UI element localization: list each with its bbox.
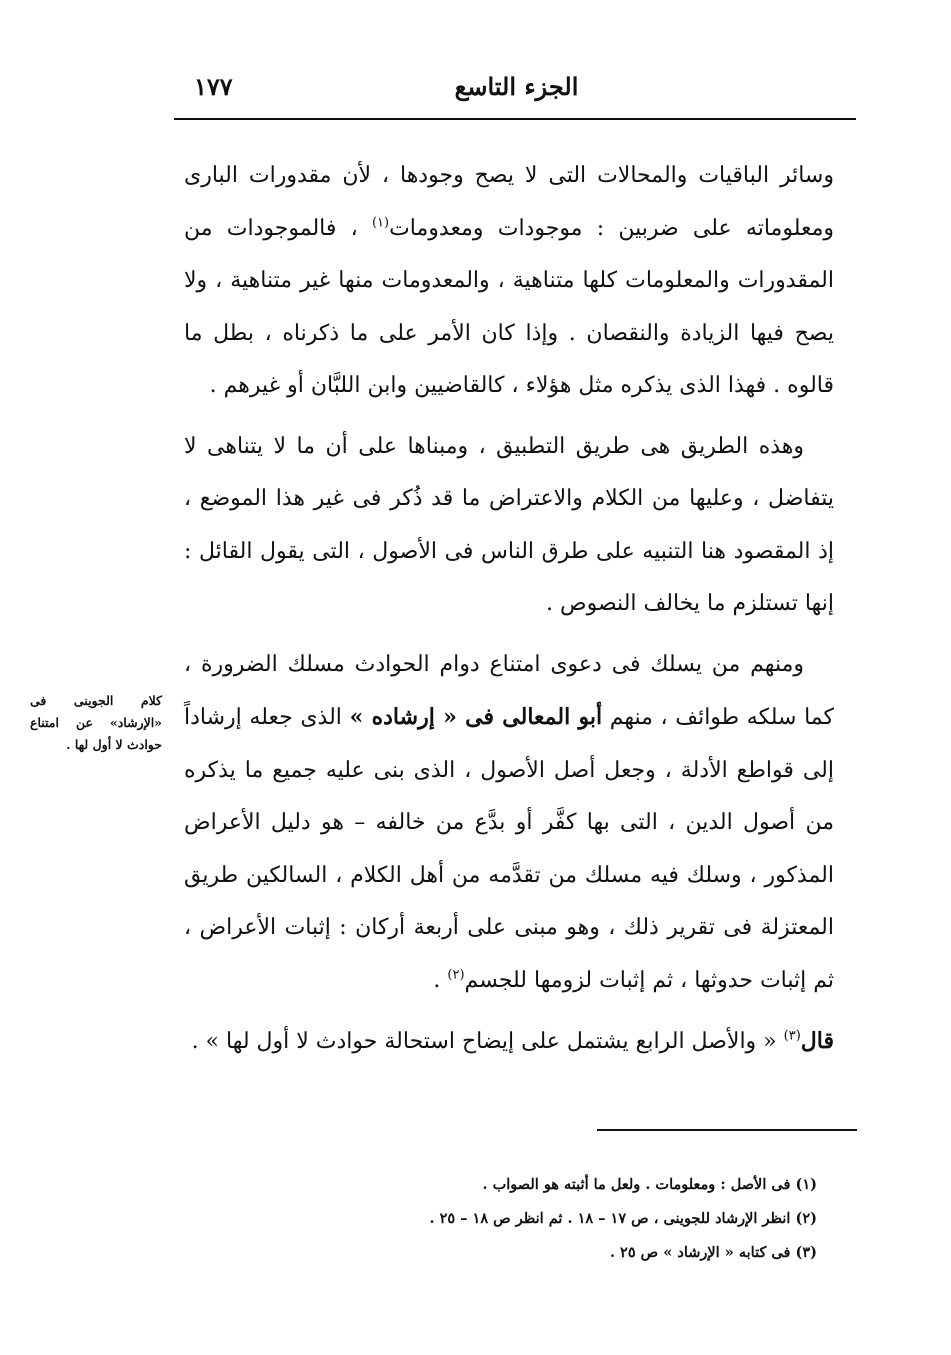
footnote-ref-1: (١) — [371, 215, 390, 231]
paragraph-4-quote: « والأصل الرابع يشتمل على إيضاح استحالة حوادث لا أول لها » . — [191, 1029, 784, 1054]
paragraph-1-text-a: وسائر الباقيات والمحالات التى لا يصح وجودها ، لأن مقدورات البارى ومعلوماته على ضربين : موجودات ومعدومات — [184, 163, 834, 241]
footnotes — [250, 1168, 817, 1270]
paragraph-3 — [184, 639, 834, 1008]
paragraph-4 — [184, 1015, 834, 1069]
footnote-3: (٣) فى كتابه « الإرشاد » ص ٢٥ . — [609, 1244, 817, 1261]
footnote-2: (٢) انظر الإرشاد للجوينى ، ص ١٧ – ١٨ . ثم انظر ص ١٨ – ٢٥ . — [429, 1210, 817, 1227]
margin-note: كلام الجوينى فى «الإرشاد» عن امتناع حوادث لا أول لها . — [30, 693, 162, 752]
header-rule — [174, 118, 856, 120]
paragraph-2: وهذه الطريق هى طريق التطبيق ، ومبناها على أن ما لا يتناهى لا يتفاضل ، وعليها من الكلام والاعتراض ما قد ذُكر فى غير هذا الموضع ، إذ المقصود هنا التنبيه على طرق الناس فى الأصول ، التى يقول القائل : إنها تستلزم ما يخالف النصوص . — [184, 433, 834, 616]
footnote-1: (١) فى الأصل : ومعلومات . ولعل ما أثبته هو الصواب . — [482, 1176, 817, 1193]
main-text — [184, 150, 834, 1069]
paragraph-1 — [184, 150, 834, 413]
footnote-ref-2: (٢) — [447, 967, 465, 983]
page-header — [178, 66, 855, 114]
page-title: الجزء التاسع — [454, 72, 579, 101]
paragraph-1-text-b: ، فالموجودات من المقدورات والمعلومات كلها متناهية ، والمعدومات منها غير متناهية ، ولا يصح فيها الزيادة والنقصان . وإذا كان الأمر على ما ذكرناه ، بطل ما قالوه . فهذا الذى يذكره مثل هؤلاء ، كالقاضيين وابن اللبَّان أو غيرهم . — [184, 215, 834, 398]
cited-author-name: أبو المعالى فى « إرشاده » — [349, 704, 603, 730]
paragraph-3-text-a: ومنهم من يسلك فى دعوى امتناع دوام الحوادث مسلك الضرورة ، كما سلكه طوائف ، منهم — [184, 651, 834, 730]
footnote-rule — [597, 1129, 857, 1131]
paragraph-3-text-b: الذى جعله إرشاداً إلى قواطع الأدلة ، وجعل أصل الأصول ، الذى بنى عليه جميع ما يذكره من أصول الدين ، التى بها كفَّر أو بدَّع من خالفه – هو دليل الأعراض المذكور ، وسلك فيه مسلك من تقدَّمه من أهل الكلام ، السالكين طريق المعتزلة فى تقرير ذلك ، وهو مبنى على أربعة أركان : إثبات الأعراض ، ثم إثبات حدوثها ، ثم إثبات لزومها للجسم — [184, 705, 834, 993]
footnote-ref-3: (٣) — [783, 1028, 801, 1044]
qal-word: قال — [800, 1028, 834, 1054]
paragraph-3-text-c: . — [433, 967, 448, 993]
page-number: ١٧٧ — [194, 72, 233, 101]
